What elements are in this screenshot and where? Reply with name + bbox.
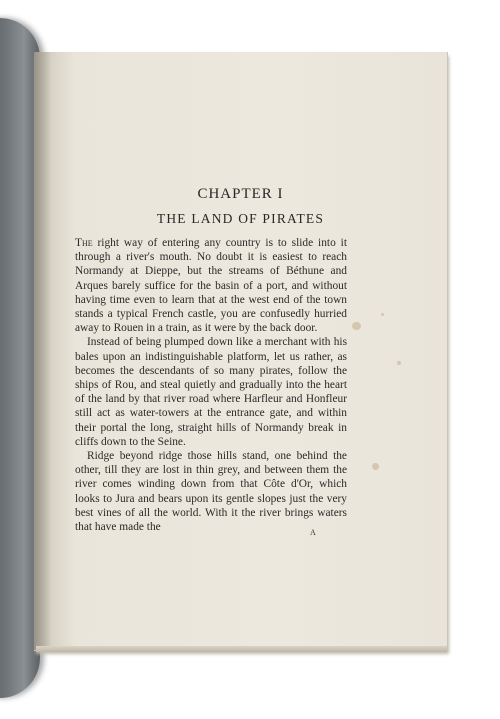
page-gutter-shading (34, 52, 52, 650)
foxing-spot (372, 463, 379, 470)
foxing-spot (397, 361, 401, 365)
paragraph-lead-word: The (75, 237, 93, 249)
paragraph-text: right way of entering any country is to slide into it through a river's mouth. No doubt it is easiest to reach Normandy at Dieppe, but the streams of Béthune and Arques barely suffice for the basin of a port, and without having time even to learn that at the west end of the town stands a typical French castle, you are confusedly hurried away to Rouen in a train, as it were by the back door. (75, 237, 347, 335)
paragraph: Instead of being plumped down like a merchant with his bales upon an indistinguishable platform, let us rather, as becomes the descendants of so many pirates, follow the ships of Rou, and steal quietly and gradually into the heart of the land by that river road where Harfleur and Honfleur still act as water-towers at the entrance gate, and within their portal the long, straight hills of Normandy break in cliffs down to the Seine. (75, 336, 347, 448)
chapter-body (75, 236, 347, 534)
foxing-spot (352, 322, 361, 330)
foxing-spot (381, 313, 384, 316)
page-bottom-edge (36, 646, 447, 652)
printer-signature-mark: A (310, 528, 317, 537)
chapter-number: CHAPTER I (197, 186, 284, 202)
paragraph: Ridge beyond ridge those hills stand, one behind the other, till they are lost in thin grey, and between them the river comes winding down from that Côte d'Or, which looks to Jura and bears upon its gentle slopes just the very best vines of all the world. With it the river brings waters that have made the (75, 450, 347, 534)
paragraph (75, 236, 347, 335)
chapter-title: THE LAND OF PIRATES (156, 211, 325, 226)
